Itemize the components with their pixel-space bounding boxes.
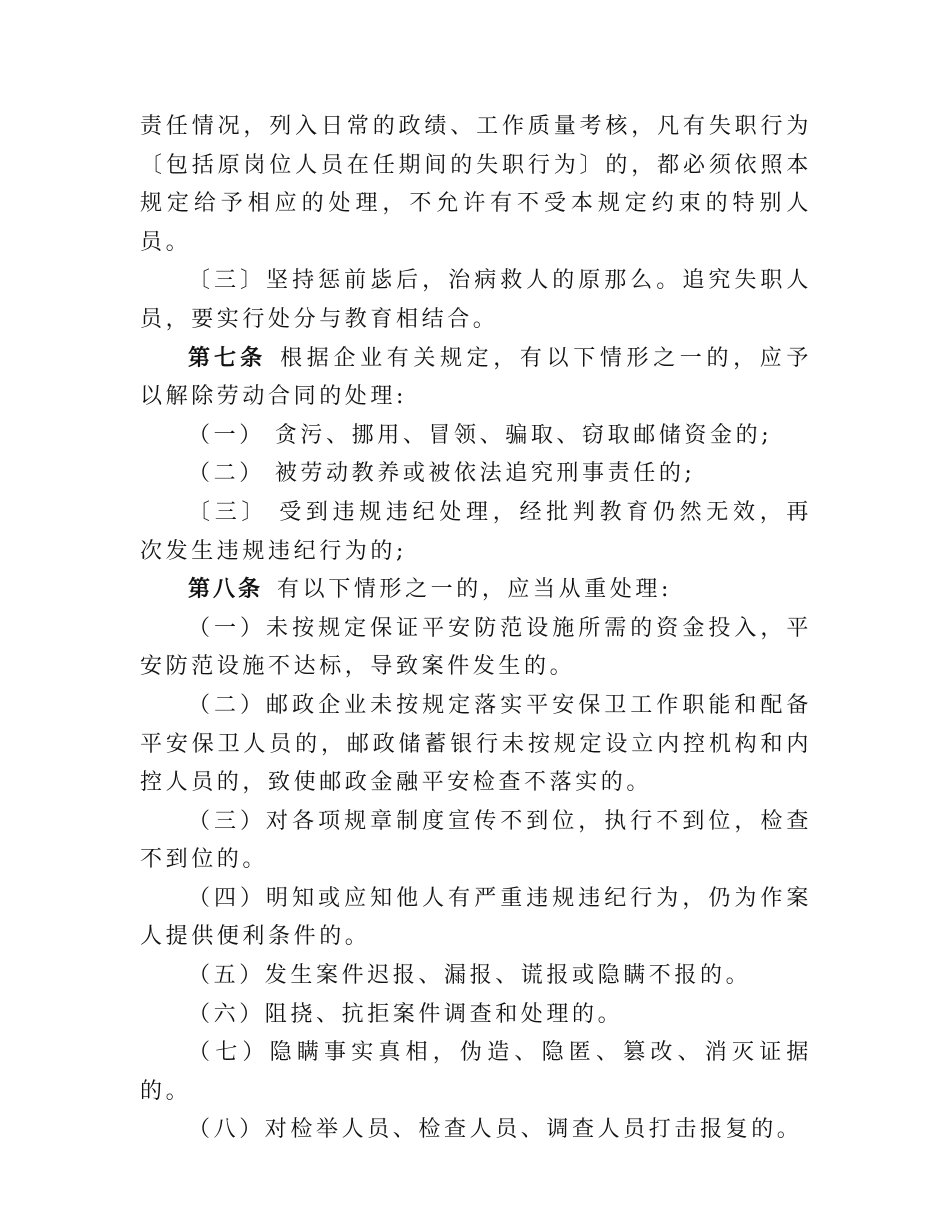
item-text: （五）发生案件迟报、漏报、谎报或隐瞒不报的。: [188, 963, 752, 989]
article-8-item-8: [140, 1111, 812, 1150]
paragraph-text: 责任情况，列入日常的政绩、工作质量考核，凡有失职行为〔包括原岗位人员在任期间的失职行为〕的，都必须依照本规定给予相应的处理，不允许有不受本规定约束的特别人员。: [140, 114, 812, 255]
article-8: [140, 571, 812, 610]
item-text: 被劳动教养或被依法追究刑事责任的;: [274, 461, 696, 487]
item-label: （二）: [188, 461, 265, 487]
item-text: （八）对检举人员、检查人员、调查人员打击报复的。: [188, 1117, 803, 1143]
article-8-text: 有以下情形之一的，应当从重处理:: [277, 577, 673, 603]
article-8-item-5: [140, 957, 812, 996]
document-body: [140, 108, 812, 1150]
item-text: （三）对各项规章制度宣传不到位，执行不到位，检查不到位的。: [140, 808, 812, 873]
article-7: [140, 340, 812, 417]
article-7-item-3: [140, 494, 812, 571]
article-8-item-3: [140, 803, 812, 880]
paragraph-text: 〔三〕坚持惩前毖后，治病救人的原那么。追究失职人员，要实行处分与教育相结合。: [140, 268, 812, 332]
item-text: 受到违规违纪处理，经批判教育仍然无效，再次发生违规违纪行为的;: [140, 499, 812, 564]
article-8-item-7: [140, 1034, 812, 1111]
article-7-label: 第七条: [188, 345, 267, 371]
article-7-item-1: [140, 417, 812, 456]
item-text: 贪污、挪用、冒领、骗取、窃取邮储资金的;: [274, 422, 773, 448]
article-8-item-1: [140, 610, 812, 687]
item-text: （七）隐瞒事实真相，伪造、隐匿、篡改、消灭证据的。: [140, 1040, 812, 1104]
paragraph-principle-3: [140, 262, 812, 339]
item-text: （四）明知或应知他人有严重违规违纪行为，仍为作案人提供便利条件的。: [140, 885, 812, 950]
item-text: （六）阻挠、抗拒案件调查和处理的。: [188, 1001, 624, 1027]
article-7-text: 根据企业有关规定，有以下情形之一的，应予以解除劳动合同的处理:: [140, 345, 812, 410]
article-8-item-6: [140, 996, 812, 1035]
item-label: （一）: [188, 422, 265, 448]
article-8-label: 第八条: [188, 577, 264, 603]
article-7-item-2: [140, 455, 812, 494]
article-8-item-4: [140, 880, 812, 957]
paragraph-continuation: [140, 108, 812, 262]
item-text: （二）邮政企业未按规定落实平安保卫工作职能和配备平安保卫人员的，邮政储蓄银行未按规定设立内控机构和内控人员的，致使邮政金融平安检查不落实的。: [140, 692, 812, 796]
article-8-item-2: [140, 687, 812, 803]
item-label: 〔三〕: [188, 499, 269, 525]
item-text: （一）未按规定保证平安防范设施所需的资金投入，平安防范设施不达标，导致案件发生的。: [140, 615, 812, 680]
